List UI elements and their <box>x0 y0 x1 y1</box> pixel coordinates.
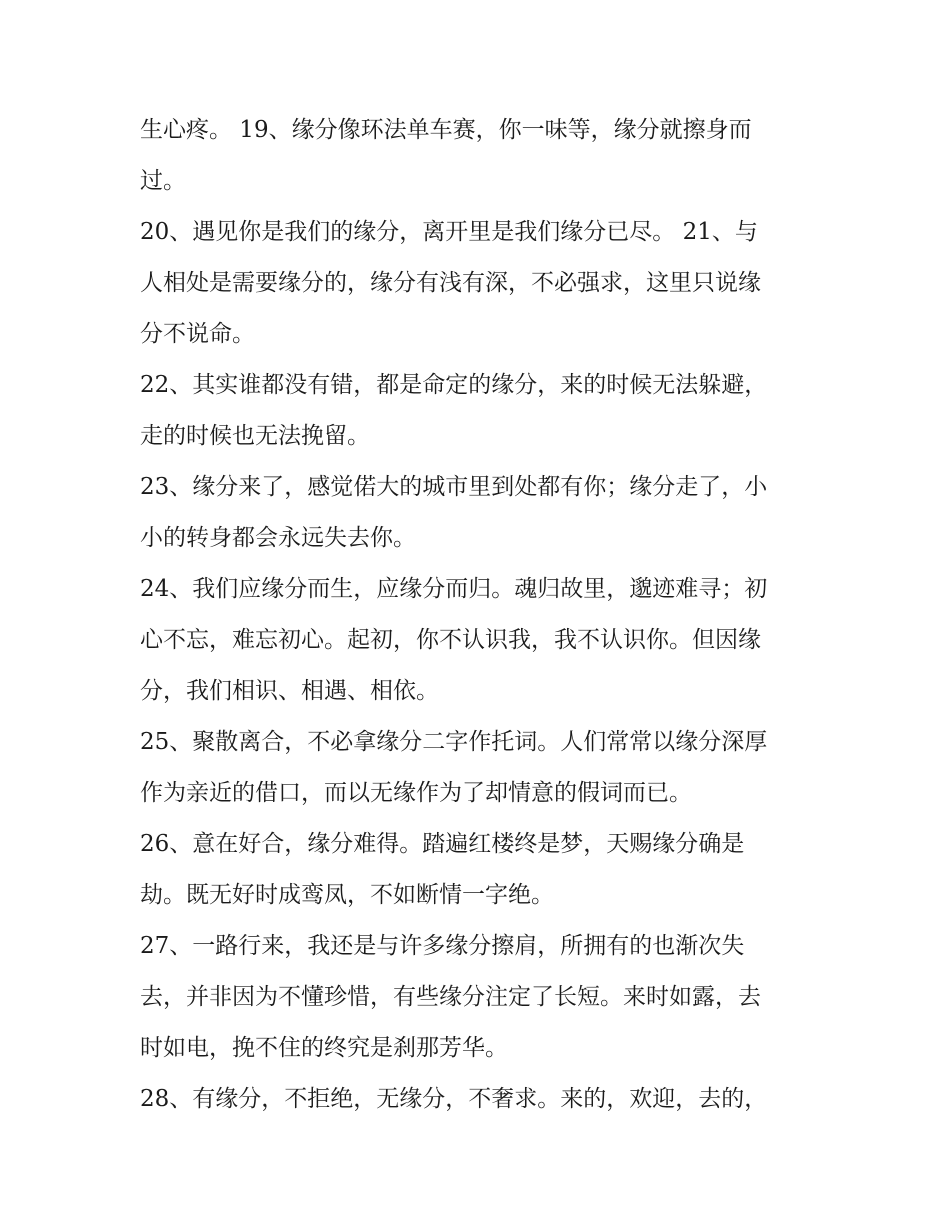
text-line: 23、缘分来了，感觉偌大的城市里到处都有你；缘分走了，小 <box>140 474 768 500</box>
text-line: 24、我们应缘分而生，应缘分而归。魂归故里，邈迹难寻；初 <box>140 576 768 602</box>
text-line: 分，我们相识、相遇、相依。 <box>140 678 439 704</box>
text-line: 人相处是需要缘分的，缘分有浅有深，不必强求，这里只说缘 <box>140 270 761 296</box>
text-line: 作为亲近的借口，而以无缘作为了却情意的假词而已。 <box>140 780 692 806</box>
text-line: 22、其实谁都没有错，都是命定的缘分，来的时候无法躲避， <box>140 372 768 398</box>
text-line: 27、一路行来，我还是与许多缘分擦肩，所拥有的也渐次失 <box>140 933 745 959</box>
text-line: 26、意在好合，缘分难得。踏遍红楼终是梦，天赐缘分确是 <box>140 831 745 857</box>
text-line: 28、有缘分，不拒绝，无缘分，不奢求。来的，欢迎，去的， <box>140 1086 768 1112</box>
text-line: 25、聚散离合，不必拿缘分二字作托词。人们常常以缘分深厚 <box>140 729 768 755</box>
text-line: 分不说命。 <box>140 321 255 347</box>
text-line: 心不忘，难忘初心。起初，你不认识我，我不认识你。但因缘 <box>140 627 761 653</box>
document-body <box>140 105 820 1125</box>
text-line: 过。 <box>140 168 186 194</box>
text-line: 生心疼。 19、缘分像环法单车赛，你一味等，缘分就擦身而 <box>140 117 752 143</box>
text-line: 时如电，挽不住的终究是刹那芳华。 <box>140 1035 508 1061</box>
text-line: 小的转身都会永远失去你。 <box>140 525 416 551</box>
text-line: 劫。既无好时成鸾凤，不如断情一字绝。 <box>140 882 554 908</box>
text-line: 去，并非因为不懂珍惜，有些缘分注定了长短。来时如露，去 <box>140 984 761 1010</box>
text-line: 20、遇见你是我们的缘分，离开里是我们缘分已尽。 21、与 <box>140 219 758 245</box>
text-line: 走的时候也无法挽留。 <box>140 423 370 449</box>
